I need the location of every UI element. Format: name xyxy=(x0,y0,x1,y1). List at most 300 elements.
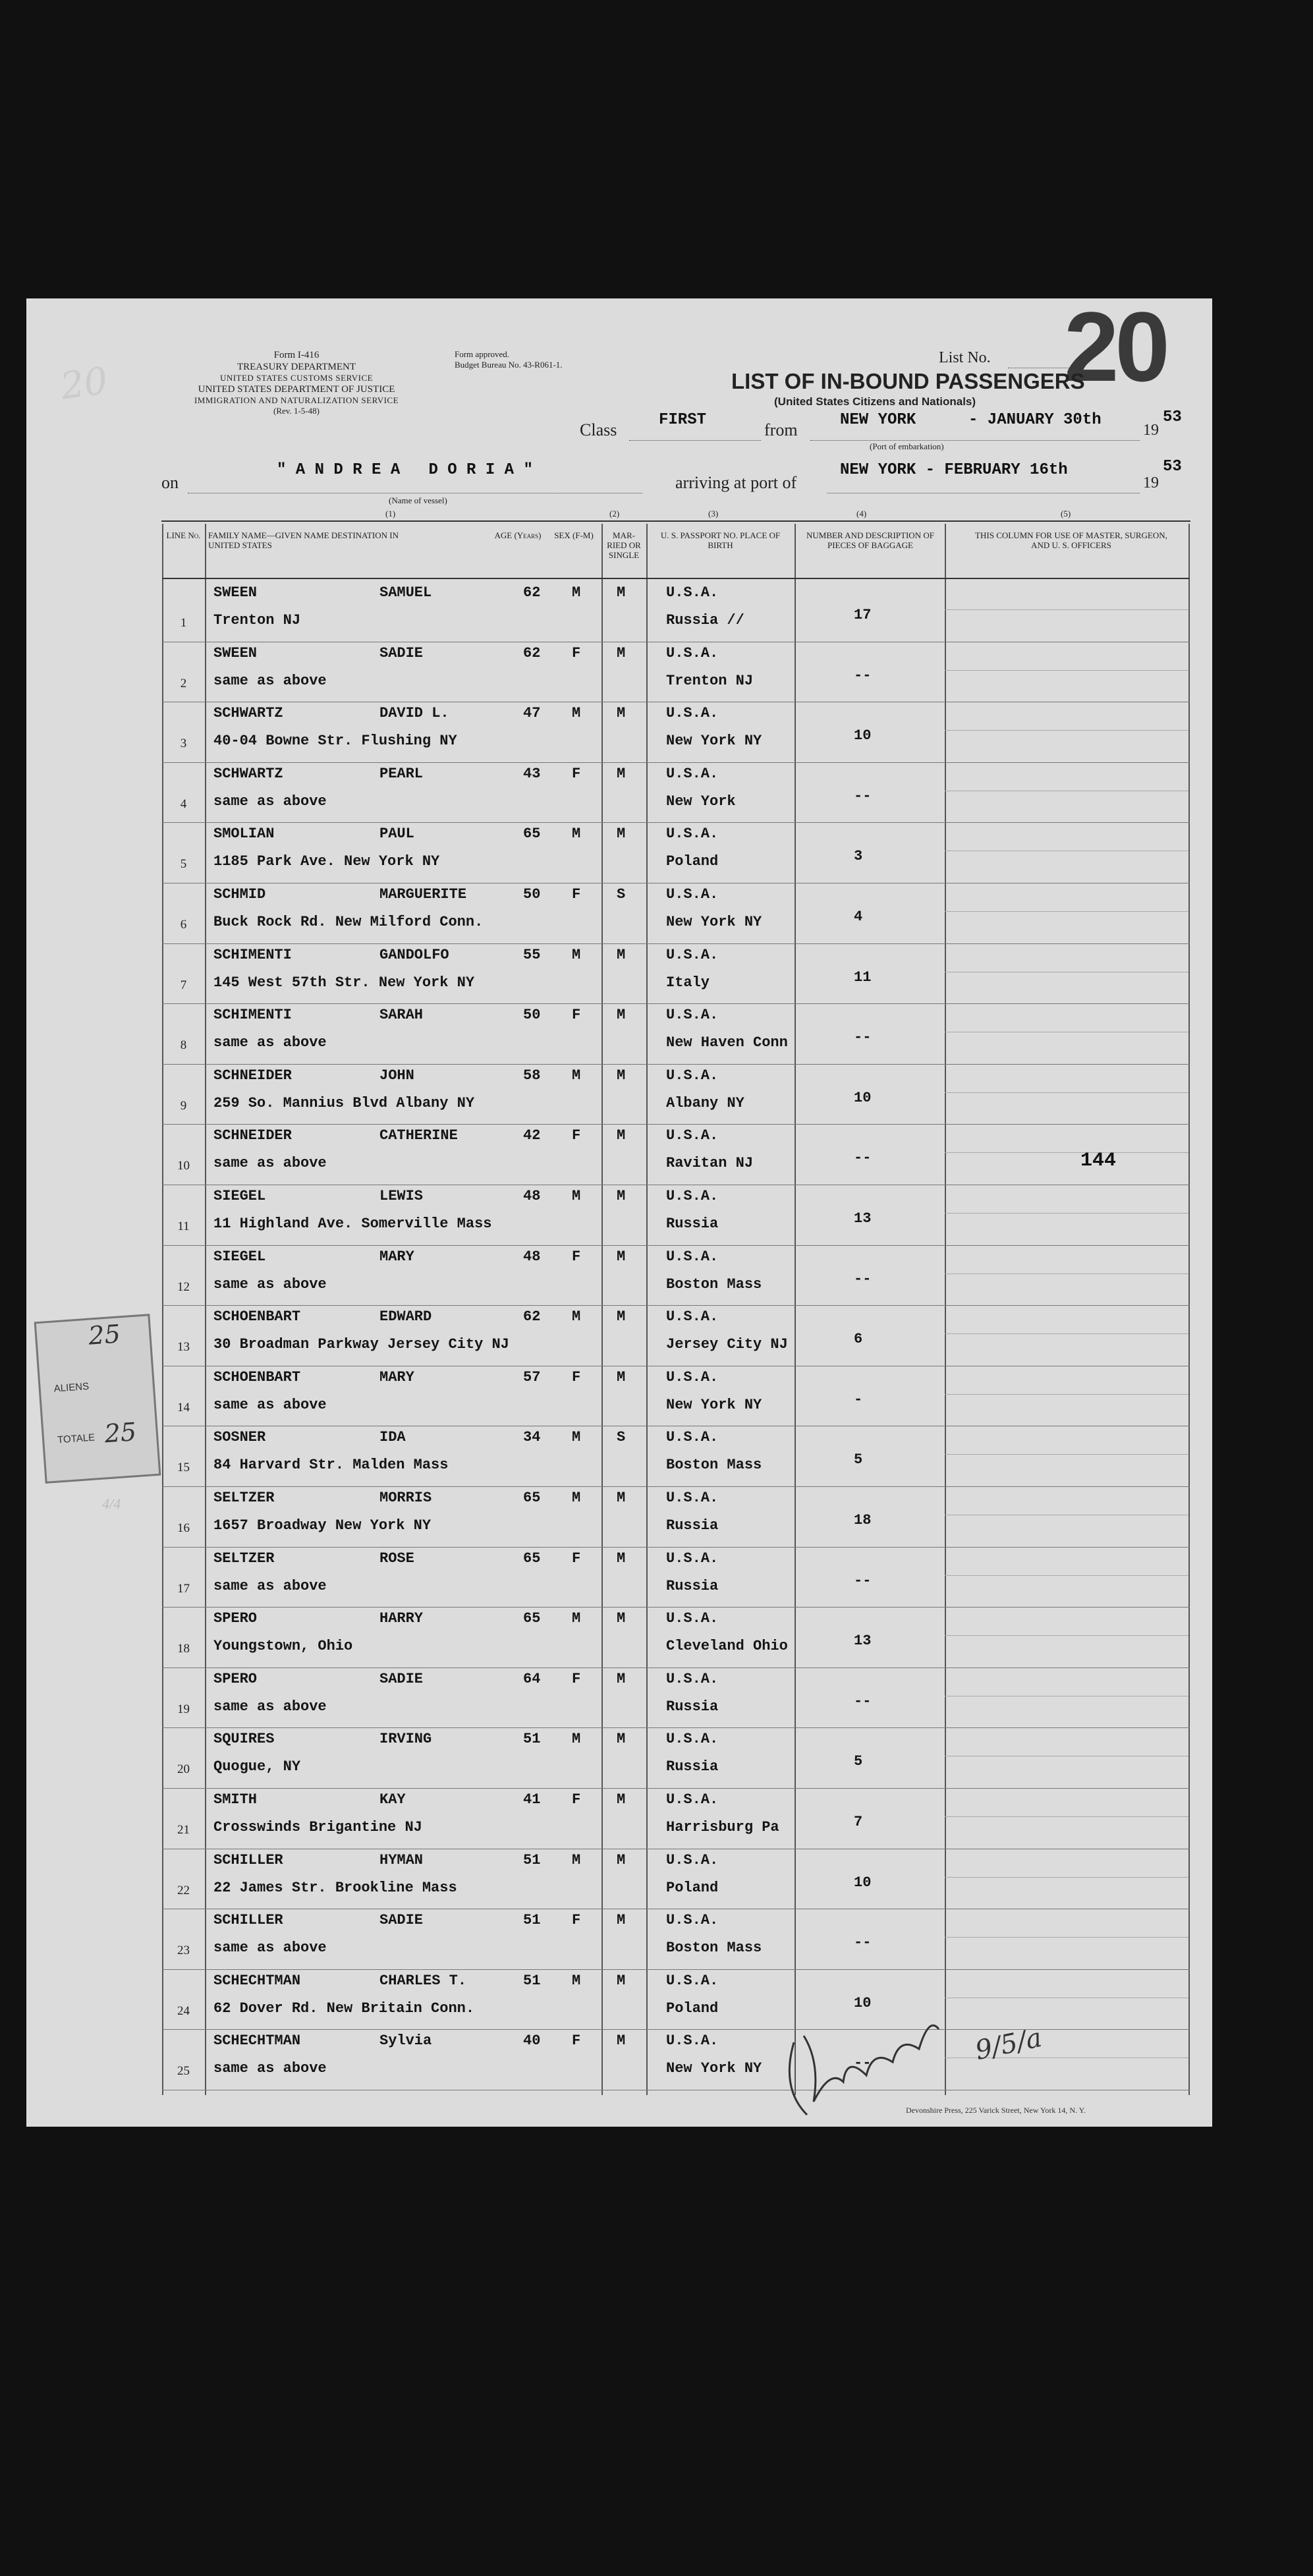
col-num-3: (3) xyxy=(708,509,719,518)
immigration-service: IMMIGRATION AND NATURALIZATION SERVICE xyxy=(194,395,399,405)
sex: F xyxy=(572,1912,581,1929)
baggage-count: 18 xyxy=(854,1512,872,1528)
passenger-row xyxy=(162,1487,1190,1548)
col-num-5: (5) xyxy=(1061,509,1071,518)
place-of-birth: New York NY xyxy=(666,2060,762,2077)
line-number: 5 xyxy=(180,857,187,872)
justice-department: UNITED STATES DEPARTMENT OF JUSTICE xyxy=(198,384,395,395)
family-name: SCHECHTMAN xyxy=(213,1972,301,1989)
class-label: Class xyxy=(580,420,617,439)
marital-status: M xyxy=(617,765,626,782)
age: 41 xyxy=(523,1791,541,1808)
given-name: PAUL xyxy=(379,826,414,843)
line-number: 22 xyxy=(177,1883,190,1897)
embarkation-caption: (Port of embarkation) xyxy=(870,441,944,451)
baggage-count: -- xyxy=(854,2055,872,2072)
officer-rule xyxy=(945,1213,1188,1214)
age: 51 xyxy=(523,1912,541,1929)
header-rule xyxy=(162,578,1190,579)
baggage-count: 6 xyxy=(854,1331,863,1348)
passport: U.S.A. xyxy=(666,1248,719,1265)
place-of-birth: Russia // xyxy=(666,612,744,629)
given-name: EDWARD xyxy=(379,1308,432,1326)
given-name: HARRY xyxy=(379,1610,424,1627)
list-title: LIST OF IN-BOUND PASSENGERS xyxy=(731,369,1085,393)
family-name: SCHNEIDER xyxy=(213,1067,292,1084)
age: 43 xyxy=(523,765,541,782)
passenger-row xyxy=(162,944,1190,1005)
age: 51 xyxy=(523,1972,541,1989)
destination: Buck Rock Rd. New Milford Conn. xyxy=(213,914,484,930)
col-num-2: (2) xyxy=(609,509,620,518)
age: 62 xyxy=(523,644,541,661)
line-number: 11 xyxy=(177,1219,190,1233)
sex: M xyxy=(572,705,581,722)
line-number: 20 xyxy=(177,1762,190,1777)
place-of-birth: Russia xyxy=(666,1577,719,1594)
officer-rule xyxy=(945,1092,1188,1093)
marital-status: M xyxy=(617,826,626,843)
passport: U.S.A. xyxy=(666,1550,719,1567)
destination: 11 Highland Ave. Somerville Mass xyxy=(213,1216,492,1232)
embark-year-prefix: 19 xyxy=(1143,422,1159,439)
col-header-age: AGE (Years) xyxy=(494,530,542,540)
table-top-rule xyxy=(161,520,1190,522)
stamp-total-label: TOTALE xyxy=(57,1432,96,1446)
col-num-1: (1) xyxy=(385,509,396,518)
place-of-birth: Italy xyxy=(666,974,710,991)
family-name: SCHILLER xyxy=(213,1851,283,1868)
marital-status: M xyxy=(617,705,626,722)
family-name: SPERO xyxy=(213,1670,258,1687)
sex: F xyxy=(572,1127,581,1144)
class-value: FIRST xyxy=(659,411,707,429)
sex: M xyxy=(572,584,581,601)
marital-status: M xyxy=(617,2032,626,2050)
place-of-birth: Trenton NJ xyxy=(666,672,754,689)
marital-status: M xyxy=(617,1550,626,1567)
sex: F xyxy=(572,1248,581,1265)
family-name: SQUIRES xyxy=(213,1731,275,1748)
passenger-row xyxy=(162,1185,1190,1246)
marital-status: M xyxy=(617,1127,626,1144)
form-approved: Form approved. xyxy=(455,349,510,359)
passport: U.S.A. xyxy=(666,2032,719,2050)
baggage-count: 5 xyxy=(854,1753,863,1770)
age: 65 xyxy=(523,1490,541,1506)
given-name: MORRIS xyxy=(379,1490,432,1506)
sex: M xyxy=(572,1972,581,1989)
embark-year: 53 xyxy=(1163,408,1182,426)
passport: U.S.A. xyxy=(666,1791,719,1808)
approval-block xyxy=(455,349,563,370)
passenger-row xyxy=(162,1849,1190,1911)
baggage-count: -- xyxy=(854,1270,872,1287)
marital-status: M xyxy=(617,1007,626,1024)
marital-status: S xyxy=(617,1429,626,1446)
family-name: SCHWARTZ xyxy=(213,765,283,782)
col-header-baggage: NUMBER AND DESCRIPTION OF PIECES OF BAGGAGE xyxy=(806,530,934,550)
passenger-row xyxy=(162,1366,1190,1428)
marital-status: M xyxy=(617,946,626,963)
sex: M xyxy=(572,1308,581,1326)
given-name: Sylvia xyxy=(379,2032,432,2050)
line-number: 23 xyxy=(177,1944,190,1958)
line-number: 14 xyxy=(177,1400,190,1414)
class-line xyxy=(629,440,761,441)
passenger-row xyxy=(162,1065,1190,1126)
place-of-birth: Boston Mass xyxy=(666,1275,762,1293)
age: 47 xyxy=(523,705,541,722)
given-name: IDA xyxy=(379,1429,406,1446)
age: 65 xyxy=(523,1550,541,1567)
passenger-row xyxy=(162,1608,1190,1669)
sex: M xyxy=(572,946,581,963)
place-of-birth: Russia xyxy=(666,1216,719,1232)
destination: 1185 Park Ave. New York NY xyxy=(213,853,440,870)
sex: M xyxy=(572,1851,581,1868)
passport: U.S.A. xyxy=(666,1429,719,1446)
place-of-birth: Cleveland Ohio xyxy=(666,1638,788,1655)
list-no-label: List No. xyxy=(939,349,991,366)
given-name: SAMUEL xyxy=(379,584,432,601)
passenger-row xyxy=(162,1668,1190,1729)
line-number: 21 xyxy=(177,1823,190,1837)
passenger-row xyxy=(162,582,1190,643)
vessel-caption: (Name of vessel) xyxy=(389,495,447,505)
baggage-count: -- xyxy=(854,1150,872,1167)
given-name: LEWIS xyxy=(379,1188,424,1204)
destination: same as above xyxy=(213,1940,327,1957)
line-number: 13 xyxy=(177,1340,190,1355)
given-name: HYMAN xyxy=(379,1851,424,1868)
col-header-married: MAR-RIED OR SINGLE xyxy=(607,530,641,560)
marital-status: M xyxy=(617,644,626,661)
col-header-officers: THIS COLUMN FOR USE OF MASTER, SURGEON, AND U. S. OFFICERS xyxy=(975,530,1167,550)
sex: F xyxy=(572,1007,581,1024)
destination: same as above xyxy=(213,1698,327,1715)
given-name: ROSE xyxy=(379,1550,414,1567)
passport: U.S.A. xyxy=(666,1368,719,1386)
family-name: SWEEN xyxy=(213,644,258,661)
sex: F xyxy=(572,886,581,903)
age: 42 xyxy=(523,1127,541,1144)
officer-rule xyxy=(945,730,1188,731)
family-name: SCHNEIDER xyxy=(213,1127,292,1144)
family-name: SWEEN xyxy=(213,584,258,601)
stamp-count-2: 25 xyxy=(103,1417,138,1449)
destination: Quogue, NY xyxy=(213,1758,301,1776)
officer-note: 144 xyxy=(1080,1150,1117,1172)
given-name: SARAH xyxy=(379,1007,424,1024)
family-name: SMOLIAN xyxy=(213,826,275,843)
arrival-port-date: NEW YORK - FEBRUARY 16th xyxy=(840,461,1068,479)
passport: U.S.A. xyxy=(666,584,719,601)
marital-status: M xyxy=(617,1308,626,1326)
age: 40 xyxy=(523,2032,541,2050)
age: 48 xyxy=(523,1248,541,1265)
baggage-count: -- xyxy=(854,787,872,804)
line-number: 16 xyxy=(177,1521,190,1535)
age: 34 xyxy=(523,1429,541,1446)
passport: U.S.A. xyxy=(666,1972,719,1989)
arrival-year-prefix: 19 xyxy=(1143,474,1159,491)
baggage-count: - xyxy=(854,1391,863,1408)
baggage-count: -- xyxy=(854,667,872,684)
arrival-year: 53 xyxy=(1163,458,1182,476)
passport: U.S.A. xyxy=(666,1308,719,1326)
sex: M xyxy=(572,1429,581,1446)
margin-handwritten-note: 20 xyxy=(57,359,111,408)
baggage-count: 17 xyxy=(854,607,872,623)
passport: U.S.A. xyxy=(666,1007,719,1024)
inspector-signature xyxy=(768,1990,959,2121)
place-of-birth: Boston Mass xyxy=(666,1940,762,1957)
destination: 84 Harvard Str. Malden Mass xyxy=(213,1457,449,1474)
baggage-count: -- xyxy=(854,1934,872,1951)
destination: 40-04 Bowne Str. Flushing NY xyxy=(213,733,457,750)
passport: U.S.A. xyxy=(666,644,719,661)
line-number: 24 xyxy=(177,2003,190,2018)
on-label: on xyxy=(161,473,179,492)
marital-status: M xyxy=(617,1731,626,1748)
revision-date: (Rev. 1-5-48) xyxy=(273,406,320,416)
sex: M xyxy=(572,826,581,843)
family-name: SMITH xyxy=(213,1791,258,1808)
officer-rule xyxy=(945,609,1188,610)
officer-rule xyxy=(945,1816,1188,1817)
baggage-count: 7 xyxy=(854,1814,863,1830)
form-number: Form I-416 xyxy=(273,350,320,360)
marital-status: M xyxy=(617,1972,626,1989)
passenger-row xyxy=(162,1909,1190,1971)
given-name: DAVID L. xyxy=(379,705,449,722)
passenger-row xyxy=(162,1004,1190,1065)
officer-rule xyxy=(945,1454,1188,1455)
baggage-count: 10 xyxy=(854,1089,872,1106)
stamp-handwritten-note: 4/4 xyxy=(102,1496,121,1512)
passport: U.S.A. xyxy=(666,1610,719,1627)
age: 65 xyxy=(523,826,541,843)
destination: same as above xyxy=(213,1275,327,1293)
signature-note: 9/5/a xyxy=(972,2022,1045,2067)
col-header-passport: U. S. PASSPORT NO. PLACE OF BIRTH xyxy=(660,530,781,550)
destination: same as above xyxy=(213,1396,327,1413)
col-header-sex: SEX (F-M) xyxy=(554,530,594,540)
line-number: 4 xyxy=(180,797,187,811)
sex: M xyxy=(572,1610,581,1627)
baggage-count: -- xyxy=(854,1572,872,1589)
passenger-row xyxy=(162,763,1190,824)
officer-rule xyxy=(945,1333,1188,1334)
passport: U.S.A. xyxy=(666,1067,719,1084)
baggage-count: 10 xyxy=(854,1874,872,1891)
baggage-count: 4 xyxy=(854,909,863,925)
place-of-birth: New York NY xyxy=(666,914,762,930)
sex: F xyxy=(572,2032,581,2050)
destination: 30 Broadman Parkway Jersey City NJ xyxy=(213,1336,509,1353)
marital-status: M xyxy=(617,1188,626,1204)
passport: U.S.A. xyxy=(666,1127,719,1144)
given-name: SADIE xyxy=(379,1912,424,1929)
baggage-count: 13 xyxy=(854,1210,872,1227)
passenger-row xyxy=(162,823,1190,884)
age: 51 xyxy=(523,1731,541,1748)
from-label: from xyxy=(764,420,798,439)
destination: 22 James Str. Brookline Mass xyxy=(213,1879,457,1896)
passenger-row xyxy=(162,1548,1190,1609)
family-name: SCHILLER xyxy=(213,1912,283,1929)
destination: same as above xyxy=(213,672,327,689)
family-name: SIEGEL xyxy=(213,1188,266,1204)
age: 48 xyxy=(523,1188,541,1204)
age: 50 xyxy=(523,1007,541,1024)
passport: U.S.A. xyxy=(666,1490,719,1506)
budget-bureau: Budget Bureau No. 43-R061-1. xyxy=(455,360,563,370)
place-of-birth: Harrisburg Pa xyxy=(666,1819,779,1835)
age: 57 xyxy=(523,1368,541,1386)
passport: U.S.A. xyxy=(666,1731,719,1748)
marital-status: M xyxy=(617,1067,626,1084)
passenger-row xyxy=(162,1426,1190,1488)
sex: F xyxy=(572,1550,581,1567)
family-name: SCHMID xyxy=(213,886,266,903)
sex: F xyxy=(572,765,581,782)
customs-service: UNITED STATES CUSTOMS SERVICE xyxy=(219,373,374,383)
age: 58 xyxy=(523,1067,541,1084)
destination: same as above xyxy=(213,793,327,810)
age: 64 xyxy=(523,1670,541,1687)
line-number: 7 xyxy=(180,978,187,992)
given-name: SADIE xyxy=(379,644,424,661)
sex: M xyxy=(572,1067,581,1084)
destination: same as above xyxy=(213,1155,327,1172)
family-name: SCHOENBART xyxy=(213,1368,301,1386)
passport: U.S.A. xyxy=(666,886,719,903)
family-name: SCHWARTZ xyxy=(213,705,283,722)
marital-status: M xyxy=(617,1791,626,1808)
given-name: CHARLES T. xyxy=(379,1972,467,1989)
officer-rule xyxy=(945,1152,1188,1153)
sex: F xyxy=(572,1368,581,1386)
line-number: 2 xyxy=(180,676,187,690)
marital-status: M xyxy=(617,1490,626,1506)
list-subtitle: (United States Citizens and Nationals) xyxy=(774,395,976,408)
place-of-birth: Boston Mass xyxy=(666,1457,762,1474)
sex: F xyxy=(572,1791,581,1808)
baggage-count: -- xyxy=(854,1693,872,1710)
place-of-birth: New Haven Conn xyxy=(666,1034,788,1051)
line-number: 25 xyxy=(177,2064,190,2079)
place-of-birth: Poland xyxy=(666,853,719,870)
printer-imprint: Devonshire Press, 225 Varick Street, New York 14, N. Y. xyxy=(906,2106,1086,2115)
destination: same as above xyxy=(213,1577,327,1594)
form-header-block xyxy=(165,349,428,416)
marital-status: M xyxy=(617,1670,626,1687)
col-header-line: LINE No. xyxy=(166,530,201,540)
line-number: 6 xyxy=(180,918,187,932)
place-of-birth: New York NY xyxy=(666,733,762,750)
given-name: SADIE xyxy=(379,1670,424,1687)
officer-rule xyxy=(945,1394,1188,1395)
line-number: 8 xyxy=(180,1038,187,1053)
age: 65 xyxy=(523,1610,541,1627)
marital-status: M xyxy=(617,1248,626,1265)
given-name: PEARL xyxy=(379,765,424,782)
destination: Crosswinds Brigantine NJ xyxy=(213,1819,422,1835)
stamp-aliens-label: ALIENS xyxy=(53,1380,90,1395)
from-line xyxy=(810,440,1140,441)
line-number: 15 xyxy=(177,1461,190,1475)
line-number: 1 xyxy=(180,616,187,630)
line-number: 12 xyxy=(177,1279,190,1294)
destination: 145 West 57th Str. New York NY xyxy=(213,974,475,991)
marital-status: M xyxy=(617,1912,626,1929)
stamp-count-1: 25 xyxy=(87,1319,122,1351)
age: 51 xyxy=(523,1851,541,1868)
marital-status: S xyxy=(617,886,626,903)
given-name: IRVING xyxy=(379,1731,432,1748)
age: 62 xyxy=(523,584,541,601)
passport: U.S.A. xyxy=(666,1851,719,1868)
place-of-birth: Ravitan NJ xyxy=(666,1155,754,1172)
aliens-total-stamp xyxy=(34,1314,161,1484)
family-name: SCHOENBART xyxy=(213,1308,301,1326)
passport: U.S.A. xyxy=(666,946,719,963)
officer-rule xyxy=(945,911,1188,912)
passenger-row xyxy=(162,1125,1190,1186)
family-name: SCHIMENTI xyxy=(213,1007,292,1024)
officer-rule xyxy=(945,1575,1188,1576)
given-name: MARGUERITE xyxy=(379,886,467,903)
given-name: MARY xyxy=(379,1248,414,1265)
passport: U.S.A. xyxy=(666,1912,719,1929)
destination: 1657 Broadway New York NY xyxy=(213,1517,432,1534)
place-of-birth: Russia xyxy=(666,1517,719,1534)
passport: U.S.A. xyxy=(666,765,719,782)
sex: F xyxy=(572,1670,581,1687)
vessel-name: " A N D R E A D O R I A " xyxy=(277,461,533,479)
passenger-row xyxy=(162,1728,1190,1789)
place-of-birth: Russia xyxy=(666,1698,719,1715)
family-name: SELTZER xyxy=(213,1490,275,1506)
officer-rule xyxy=(945,1937,1188,1938)
line-number: 18 xyxy=(177,1642,190,1656)
sex: M xyxy=(572,1188,581,1204)
given-name: MARY xyxy=(379,1368,414,1386)
line-number: 3 xyxy=(180,737,187,751)
passenger-row xyxy=(162,1789,1190,1850)
given-name: KAY xyxy=(379,1791,406,1808)
baggage-count: -- xyxy=(854,1029,872,1046)
arriving-label: arriving at port of xyxy=(675,473,797,492)
line-number: 9 xyxy=(180,1098,187,1113)
passport: U.S.A. xyxy=(666,1188,719,1204)
destination: 62 Dover Rd. New Britain Conn. xyxy=(213,2000,475,2017)
place-of-birth: Jersey City NJ xyxy=(666,1336,788,1353)
baggage-count: 5 xyxy=(854,1451,863,1469)
marital-status: M xyxy=(617,1851,626,1868)
family-name: SCHIMENTI xyxy=(213,946,292,963)
destination: Trenton NJ xyxy=(213,612,301,629)
family-name: SPERO xyxy=(213,1610,258,1627)
family-name: SCHECHTMAN xyxy=(213,2032,301,2050)
passenger-row xyxy=(162,642,1190,704)
treasury-department: TREASURY DEPARTMENT xyxy=(237,362,356,372)
destination: same as above xyxy=(213,2060,327,2077)
place-of-birth: Albany NY xyxy=(666,1094,744,1111)
line-number: 10 xyxy=(177,1159,190,1173)
